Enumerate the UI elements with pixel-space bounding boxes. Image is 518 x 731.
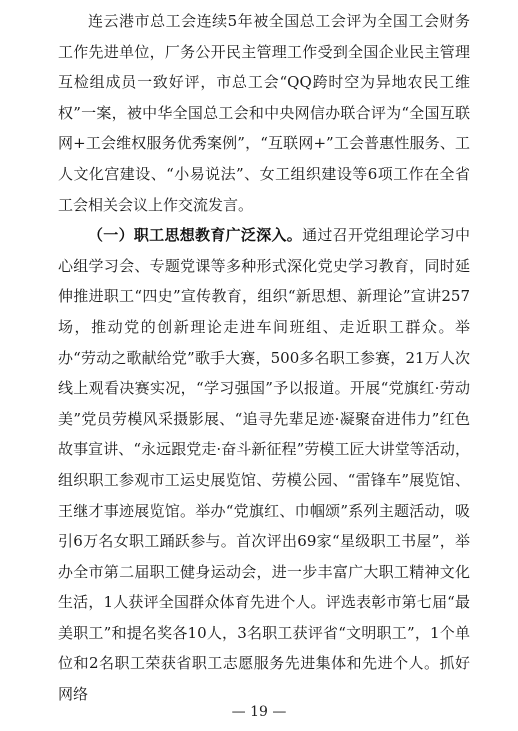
body-text: [58, 6, 470, 710]
paragraph-intro: 连云港市总工会连续5年被全国总工会评为全国工会财务工作先进单位，厂务公开民主管理工作受到全国企业民主管理互检组成员一致好评，市总工会“QQ跨时空为异地农民工维权”一案，被中华全国总工会和中央网信办联合评为“全国互联网+工会维权服务优秀案例”，“互联网+”工会普惠性服务、工人文化宫建设、“小易说法”、女工组织建设等6项工作在全省工会相关会议上作交流发言。: [58, 12, 470, 214]
page-number: — 19 —: [231, 704, 287, 720]
section-heading: （一）职工思想教育广泛深入。: [88, 226, 303, 245]
paragraph-section-one: [58, 220, 470, 710]
section-body: 通过召开党组理论学习中心组学习会、专题党课等多种形式深化党史学习教育，同时延伸推进职工“四史”宣传教育，组织“新思想、新理论”宣讲257场，推动党的创新理论走进车间班组、走近职工群众。举办“劳动之歌献给党”歌手大赛，500多名职工参赛，21万人次线上观看决赛实况，“学习强国”予以报道。开展“党旗红·劳动美”党员劳模风采摄影展、“追寻先辈足迹·凝聚奋进伟力”红色故事宣讲、“永远跟党走·奋斗新征程”劳模工匠大讲堂等活动，组织职工参观市工运史展览馆、劳模公园、“雷锋车”展览馆、王继才事迹展览馆。举办“党旗红、巾帼颂”系列主题活动，吸引6万名女职工踊跃参与。首次评出69家“星级职工书屋”，举办全市第二届职工健身运动会，进一步丰富广大职工精神文化生活，1人获评全国群众体育先进个人。评选表彰市第七届“最美职工”和提名奖各10人，3名职工获评省“文明职工”，1个单位和2名职工荣获省职工志愿服务先进集体和先进个人。抓好网络: [58, 226, 470, 704]
